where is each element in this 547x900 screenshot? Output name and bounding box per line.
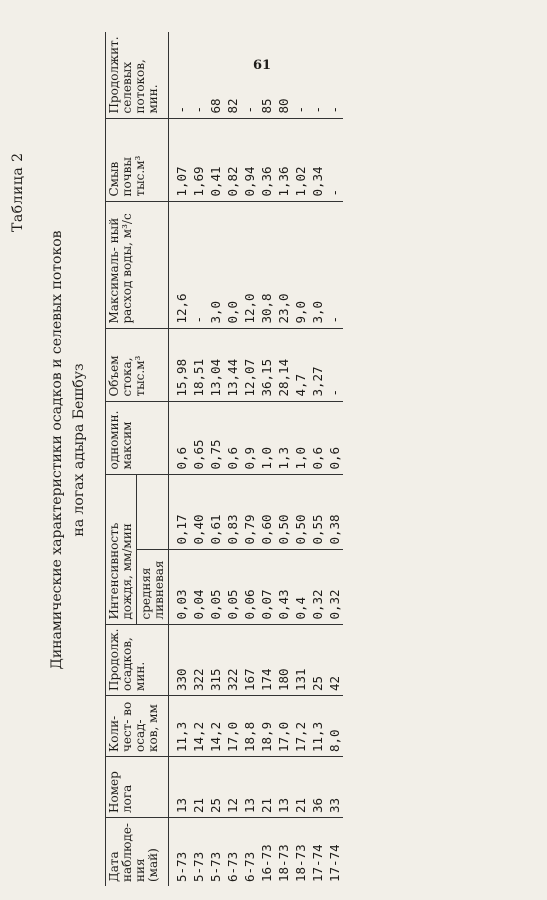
cell-date: 17-74 [327,844,342,882]
table-title-line-1: Динамические характеристики осадков и селевых потоков [49,230,65,670]
cell-date: 17-74 [310,844,325,882]
cell-one-min: 0,6 [224,401,241,474]
cell-date: 5-73 [208,851,223,882]
cell-avg: 0,06 [241,549,258,624]
cell-number: 12 [224,757,241,818]
cell-avg: 0,4 [292,549,309,624]
cell-date: 5-73 [191,851,206,882]
cell-wash: 1,36 [275,118,292,201]
cell-one-min: 1,3 [275,401,292,474]
header-date: Дата наблюде- ния (май) [106,818,169,887]
cell-number: 13 [169,757,191,818]
cell-avg: 0,43 [275,549,292,624]
cell-quantity: 14,2 [190,696,207,757]
cell-one-min: 0,6 [326,401,343,474]
cell-flow: 30,8 [258,201,275,328]
cell-mud: - [292,32,309,118]
cell-mud: 80 [275,32,292,118]
cell-quantity: 8,0 [326,696,343,757]
cell-duration: 167 [241,624,258,695]
header-quantity: Коли- чест- во осад- ков, мм [106,696,169,757]
cell-volume: - [326,328,343,401]
cell-avg: 0,05 [207,549,224,624]
table-row [309,32,326,886]
cell-one-min: 0,9 [241,401,258,474]
cell-one-min: 0,6 [169,401,191,474]
cell-mud: - [169,32,191,118]
page-number: 61 [253,58,272,73]
header-intensity-max-blank [137,474,169,549]
cell-quantity: 17,0 [275,696,292,757]
header-soil-wash: Смыв почвы тыс.м³ [106,118,169,201]
cell-quantity: 11,3 [309,696,326,757]
table-row [224,32,241,886]
table-row [241,32,258,886]
cell-max: 0,61 [207,474,224,549]
cell-flow: 0,0 [224,201,241,328]
cell-wash: 0,94 [241,118,258,201]
cell-flow: 23,0 [275,201,292,328]
header-intensity: Интенсивность дождя, мм/мин [106,474,137,624]
cell-max: 0,50 [275,474,292,549]
cell-wash: 0,36 [258,118,275,201]
cell-wash: 1,69 [190,118,207,201]
cell-avg: 0,04 [190,549,207,624]
cell-wash: 1,02 [292,118,309,201]
table-label: Таблица 2 [10,152,26,232]
cell-max: 0,50 [292,474,309,549]
cell-flow: 3,0 [207,201,224,328]
cell-date: 18-73 [276,844,291,882]
cell-date: 6-73 [225,851,240,882]
header-intensity-avg: средняя ливневая [137,549,169,624]
cell-flow: 12,6 [169,201,191,328]
cell-quantity: 17,0 [224,696,241,757]
cell-max: 0,83 [224,474,241,549]
header-one-min-max: одномин. максим [106,401,169,474]
cell-volume: 3,27 [309,328,326,401]
cell-duration: 322 [224,624,241,695]
cell-volume: 36,15 [258,328,275,401]
header-duration: Продолж. осадков, мин. [106,624,169,695]
cell-volume: 4,7 [292,328,309,401]
cell-quantity: 11,3 [169,696,191,757]
cell-volume: 12,07 [241,328,258,401]
cell-quantity: 17,2 [292,696,309,757]
cell-mud: - [241,32,258,118]
cell-number: 21 [190,757,207,818]
cell-quantity: 14,2 [207,696,224,757]
cell-one-min: 1,0 [258,401,275,474]
cell-flow: 12,0 [241,201,258,328]
cell-flow: 3,0 [309,201,326,328]
cell-volume: 13,04 [207,328,224,401]
cell-max: 0,38 [326,474,343,549]
cell-wash: 0,34 [309,118,326,201]
cell-quantity: 18,8 [241,696,258,757]
cell-volume: 15,98 [169,328,191,401]
cell-one-min: 0,65 [190,401,207,474]
cell-duration: 25 [309,624,326,695]
cell-number: 13 [241,757,258,818]
cell-one-min: 0,6 [309,401,326,474]
cell-mud: 82 [224,32,241,118]
data-table [105,32,343,886]
cell-one-min: 0,75 [207,401,224,474]
cell-duration: 131 [292,624,309,695]
cell-flow: - [190,201,207,328]
table-row [258,32,275,886]
cell-mud: - [326,32,343,118]
cell-number: 21 [258,757,275,818]
cell-volume: 28,14 [275,328,292,401]
cell-mud: - [309,32,326,118]
cell-avg: 0,32 [309,549,326,624]
cell-one-min: 1,0 [292,401,309,474]
table-title [46,0,90,900]
cell-mud: 85 [258,32,275,118]
cell-avg: 0,07 [258,549,275,624]
cell-number: 21 [292,757,309,818]
cell-flow: - [326,201,343,328]
cell-wash: - [326,118,343,201]
cell-volume: 18,51 [190,328,207,401]
table-row [190,32,207,886]
cell-date: 6-73 [242,851,257,882]
cell-mud: - [190,32,207,118]
cell-number: 25 [207,757,224,818]
cell-wash: 0,41 [207,118,224,201]
cell-flow: 9,0 [292,201,309,328]
cell-volume: 13,44 [224,328,241,401]
table-row [169,32,191,886]
cell-max: 0,60 [258,474,275,549]
table-body [169,32,344,886]
cell-number: 13 [275,757,292,818]
cell-number: 33 [326,757,343,818]
cell-duration: 330 [169,624,191,695]
cell-wash: 0,82 [224,118,241,201]
table-title-line-2: на логах адыра Бешбуз [71,363,87,537]
cell-date: 18-73 [293,844,308,882]
cell-avg: 0,05 [224,549,241,624]
cell-date: 5-73 [169,818,191,887]
header-number: Номер лога [106,757,169,818]
cell-max: 0,55 [309,474,326,549]
cell-duration: 315 [207,624,224,695]
cell-max: 0,40 [190,474,207,549]
cell-duration: 322 [190,624,207,695]
table-row [275,32,292,886]
header-mudflow-duration: Продолжит. селевых потоков, мин. [106,32,169,118]
header-max-flow: Максималь- ный расход воды, м³/с [106,201,169,328]
table-row [207,32,224,886]
cell-duration: 42 [326,624,343,695]
cell-max: 0,79 [241,474,258,549]
cell-duration: 180 [275,624,292,695]
cell-number: 36 [309,757,326,818]
table-row [326,32,343,886]
cell-quantity: 18,9 [258,696,275,757]
cell-wash: 1,07 [169,118,191,201]
cell-avg: 0,03 [169,549,191,624]
cell-date: 16-73 [259,844,274,882]
cell-mud: 68 [207,32,224,118]
header-volume: Объем стока, тыс.м³ [106,328,169,401]
cell-duration: 174 [258,624,275,695]
cell-avg: 0,32 [326,549,343,624]
table-row [292,32,309,886]
cell-max: 0,17 [169,474,191,549]
